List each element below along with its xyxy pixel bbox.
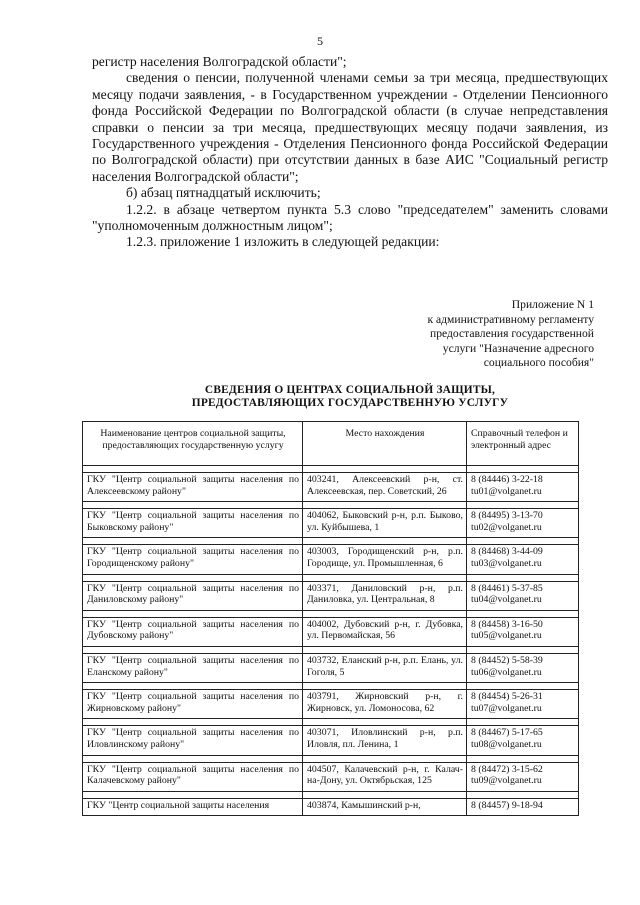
header-address: Место нахождения — [303, 422, 467, 466]
email-address: tu03@volganet.ru — [471, 557, 542, 569]
center-address-cell: 403732, Еланский р-н, р.п. Елань, ул. Гоголя, 5 — [303, 653, 467, 682]
phone-number: 8 (84461) 5-37-85 — [471, 582, 543, 594]
gap-cell — [467, 719, 579, 726]
row-gap — [83, 755, 579, 762]
gap-cell — [83, 502, 303, 509]
center-address-cell: 404002, Дубовский р-н, г. Дубовка, ул. Первомайская, 56 — [303, 617, 467, 646]
table-title-line: ПРЕДОСТАВЛЯЮЩИХ ГОСУДАРСТВЕННУЮ УСЛУГУ — [191, 397, 509, 409]
phone-number: 8 (84452) 5-58-39 — [471, 654, 543, 666]
table-header-row — [83, 422, 579, 466]
center-name-cell: ГКУ "Центр социальной защиты населения по Калачевскому району" — [83, 762, 303, 791]
phone-number: 8 (84467) 5-17-65 — [471, 727, 543, 739]
gap-cell — [303, 538, 467, 545]
gap-cell — [467, 538, 579, 545]
row-gap — [83, 574, 579, 581]
table-row — [83, 581, 579, 610]
center-address-cell: 403241, Алексеевский р-н, ст. Алексеевская, пер. Советский, 26 — [303, 473, 467, 502]
table-row — [83, 726, 579, 755]
paragraph: б) абзац пятнадцатый исключить; — [126, 185, 321, 201]
gap-cell — [467, 683, 579, 690]
row-gap — [83, 683, 579, 690]
center-address-cell: 403003, Городищенский р-н, р.п. Городище, ул. Промышленная, 6 — [303, 545, 467, 574]
row-gap — [83, 502, 579, 509]
center-address-cell: 404062, Быковский р-н, р.п. Быково, ул. Куйбышева, 1 — [303, 509, 467, 538]
phone-number: 8 (84454) 5-26-31 — [471, 691, 543, 703]
gap-cell — [467, 502, 579, 509]
gap-cell — [83, 719, 303, 726]
center-address-cell: 404507, Калачевский р-н, г. Калач-на-Дону, ул. Октябрьская, 125 — [303, 762, 467, 791]
row-gap — [83, 719, 579, 726]
gap-cell — [467, 466, 579, 473]
center-contact-cell — [467, 762, 579, 791]
center-contact-cell — [467, 545, 579, 574]
body-text — [92, 54, 608, 251]
phone-number: 8 (84446) 3-22-18 — [471, 474, 543, 485]
paragraph: регистр населения Волгоградской области"; — [92, 54, 347, 69]
center-contact-cell — [467, 690, 579, 719]
row-gap — [83, 791, 579, 798]
phone-number: 8 (84468) 3-44-09 — [471, 546, 543, 558]
email-address: tu05@volganet.ru — [471, 630, 542, 642]
email-address: tu06@volganet.ru — [471, 666, 542, 678]
center-name-cell: ГКУ "Центр социальной защиты населения по Алексеевскому району" — [83, 473, 303, 502]
gap-cell — [467, 646, 579, 653]
paragraph: 1.2.3. приложение 1 изложить в следующей редакции: — [126, 234, 440, 250]
phone-number: 8 (84472) 3-15-62 — [471, 763, 543, 775]
gap-cell — [303, 610, 467, 617]
gap-cell — [303, 502, 467, 509]
center-contact-cell — [467, 581, 579, 610]
gap-cell — [303, 646, 467, 653]
gap-cell — [83, 538, 303, 545]
email-address: tu04@volganet.ru — [471, 594, 542, 606]
center-contact-cell — [467, 726, 579, 755]
table-row — [83, 545, 579, 574]
gap-cell — [83, 646, 303, 653]
center-contact-cell — [467, 473, 579, 502]
gap-cell — [303, 466, 467, 473]
center-address-cell: 403791, Жирновский р-н, г. Жирновск, ул. Ломоносова, 62 — [303, 690, 467, 719]
table-row — [83, 798, 579, 816]
paragraph: сведения о пенсии, полученной членами семьи за три месяца, предшествующих месяцу подачи заявления, - в Государственном учреждении - Отделении Пенсионного фонда Российской Федерации по Волгоградской области (в случае непредставления справки о пенсии за три месяца, предшествующих месяцу подачи заявления, из Государственного учреждения - Отделения Пенсионного фонда Российской Федерации по Волгоградской области) при отсутствии данных в базе АИС "Социальный регистр населения Волгоградской области"; — [92, 70, 608, 184]
gap-cell — [303, 574, 467, 581]
paragraph: 1.2.2. в абзаце четвертом пункта 5.3 слово "председателем" заменить словами "уполномоченным должностным лицом"; — [92, 201, 608, 234]
center-name-cell: ГКУ "Центр социальной защиты населения по Дубовскому району" — [83, 617, 303, 646]
page-number: 5 — [317, 34, 323, 48]
center-address-cell: 403071, Иловлинский р-н, р.п. Иловля, пл. Ленина, 1 — [303, 726, 467, 755]
center-contact-cell — [467, 617, 579, 646]
row-gap — [83, 466, 579, 473]
gap-cell — [467, 574, 579, 581]
gap-cell — [83, 466, 303, 473]
row-gap — [83, 538, 579, 545]
center-contact-cell — [467, 798, 579, 816]
center-name-cell: ГКУ "Центр социальной защиты населения по Иловлинскому району" — [83, 726, 303, 755]
gap-cell — [83, 683, 303, 690]
email-address: tu08@volganet.ru — [471, 738, 542, 750]
annex-line: Приложение N 1 — [511, 298, 594, 311]
center-contact-cell — [467, 509, 579, 538]
gap-cell — [467, 791, 579, 798]
center-name-cell: ГКУ "Центр социальной защиты населения по Еланскому району" — [83, 653, 303, 682]
annex-line: к административному регламенту — [427, 312, 594, 326]
phone-number: 8 (84457) 9-18-94 — [471, 799, 543, 811]
email-address: tu01@volganet.ru — [471, 485, 542, 497]
table-row — [83, 762, 579, 791]
center-name-cell: ГКУ "Центр социальной защиты населения — [83, 798, 303, 816]
annex-line: социального пособия" — [483, 356, 594, 370]
annex-line: предоставления государственной — [430, 327, 594, 341]
center-name-cell: ГКУ "Центр социальной защиты населения по Даниловскому району" — [83, 581, 303, 610]
table-row — [83, 509, 579, 538]
header-name: Наименование центров социальной защиты, предоставляющих государственную услугу — [83, 422, 303, 466]
row-gap — [83, 610, 579, 617]
table-row — [83, 617, 579, 646]
gap-cell — [467, 755, 579, 762]
gap-cell — [83, 755, 303, 762]
table-row — [83, 690, 579, 719]
annex-line: услуги "Назначение адресного — [442, 341, 594, 355]
table-row — [83, 473, 579, 502]
center-name-cell: ГКУ "Центр социальной защиты населения по Жирновскому району" — [83, 690, 303, 719]
center-address-cell: 403874, Камышинский р-н, — [303, 798, 467, 816]
center-address-cell: 403371, Даниловский р-н, р.п. Даниловка, ул. Центральная, 8 — [303, 581, 467, 610]
annex-header — [354, 298, 594, 371]
gap-cell — [303, 755, 467, 762]
row-gap — [83, 646, 579, 653]
gap-cell — [83, 791, 303, 798]
center-contact-cell — [467, 653, 579, 682]
header-phone: Справочный телефон и электронный адрес — [467, 422, 579, 466]
email-address: tu02@volganet.ru — [471, 521, 542, 533]
gap-cell — [83, 610, 303, 617]
table-row — [83, 653, 579, 682]
center-name-cell: ГКУ "Центр социальной защиты населения по Городищенскому району" — [83, 545, 303, 574]
gap-cell — [467, 610, 579, 617]
gap-cell — [83, 574, 303, 581]
centers-table — [82, 421, 579, 816]
email-address: tu09@volganet.ru — [471, 775, 542, 787]
center-name-cell: ГКУ "Центр социальной защиты населения по Быковскому району" — [83, 509, 303, 538]
phone-number: 8 (84495) 3-13-70 — [471, 510, 543, 522]
gap-cell — [303, 719, 467, 726]
table-title-line: СВЕДЕНИЯ О ЦЕНТРАХ СОЦИАЛЬНОЙ ЗАЩИТЫ, — [204, 384, 496, 396]
gap-cell — [303, 683, 467, 690]
email-address: tu07@volganet.ru — [471, 702, 542, 714]
phone-number: 8 (84458) 3-16-50 — [471, 618, 543, 630]
gap-cell — [303, 791, 467, 798]
table-title — [150, 384, 550, 410]
